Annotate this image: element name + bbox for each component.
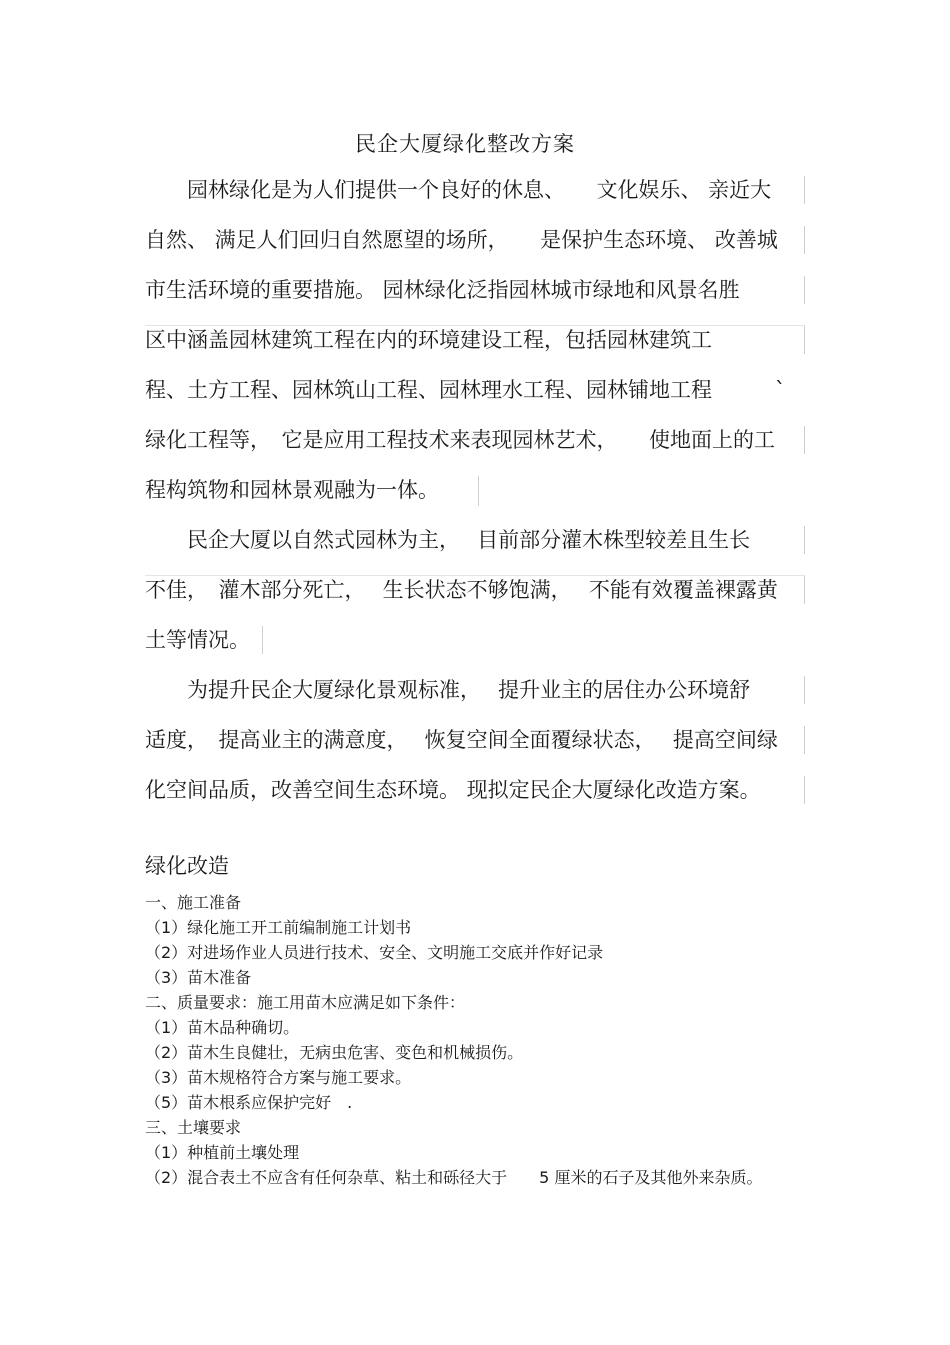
scan-artifact-rule <box>804 426 805 454</box>
document-title: 民企大厦绿化整改方案 <box>355 132 575 156</box>
list-item: （2）对进场作业人员进行技术、安全、文明施工交底并作好记录 <box>145 943 604 962</box>
paragraph-line: 绿化工程等， 它是应用工程技术来表现园林艺术， 使地面上的工 <box>145 428 775 452</box>
scan-artifact-rule <box>804 526 805 554</box>
list-item: （1）苗木品种确切。 <box>145 1018 300 1037</box>
list-item: （3）苗木规格符合方案与施工要求。 <box>145 1068 412 1087</box>
list-item: （1）种植前土壤处理 <box>145 1143 300 1162</box>
paragraph-line: 土等情况。 <box>145 628 250 652</box>
paragraph-line: 区中涵盖园林建筑工程在内的环境建设工程，包括园林建筑工 <box>145 328 712 352</box>
scan-artifact-rule <box>804 676 805 704</box>
list-item: （5）苗木根系应保护完好 . <box>145 1093 353 1112</box>
scan-artifact-rule <box>262 626 263 654</box>
scan-artifact-rule <box>804 326 805 354</box>
list-item: 一、施工准备 <box>145 893 242 912</box>
scan-artifact-rule <box>804 226 805 254</box>
paragraph-line: 不佳， 灌木部分死亡， 生长状态不够饱满， 不能有效覆盖裸露黄 <box>145 578 778 602</box>
list-item: 二、质量要求：施工用苗木应满足如下条件： <box>145 993 466 1012</box>
paragraph-line: 园林绿化是为人们提供一个良好的休息、 文化娱乐、 亲近大 <box>145 178 772 202</box>
scan-artifact-rule <box>478 476 479 506</box>
scan-artifact-rule <box>804 276 805 304</box>
scan-artifact-rule <box>804 776 805 804</box>
paragraph-line: 化空间品质，改善空间生态环境。 现拟定民企大厦绿化改造方案。 <box>145 778 761 802</box>
paragraph-line: 自然、 满足人们回归自然愿望的场所， 是保护生态环境、 改善城 <box>145 228 778 252</box>
scan-artifact-rule <box>804 726 805 754</box>
scan-artifact-line <box>145 575 805 576</box>
paragraph-line: 程、土方工程、园林筑山工程、园林理水工程、园林铺地工程 ` <box>145 378 786 402</box>
list-item: （2）混合表土不应含有任何杂草、粘土和砾径大于 5 厘米的石子及其他外来杂质。 <box>145 1168 763 1187</box>
list-item: （2）苗木生良健壮，无病虫危害、变色和机械损伤。 <box>145 1043 524 1062</box>
scan-artifact-rule <box>804 576 805 604</box>
paragraph-line: 市生活环境的重要措施。 园林绿化泛指园林城市绿地和风景名胜 <box>145 278 740 302</box>
paragraph-line: 民企大厦以自然式园林为主， 目前部分灌木株型较差且生长 <box>145 528 751 552</box>
scan-artifact-line <box>145 325 805 326</box>
paragraph-line: 适度， 提高业主的满意度， 恢复空间全面覆绿状态， 提高空间绿 <box>145 728 778 752</box>
list-item: （3）苗木准备 <box>145 968 252 987</box>
list-item: 三、土壤要求 <box>145 1118 242 1137</box>
list-item: （1）绿化施工开工前编制施工计划书 <box>145 918 412 937</box>
section-heading: 绿化改造 <box>145 854 229 878</box>
paragraph-line: 为提升民企大厦绿化景观标准， 提升业主的居住办公环境舒 <box>145 678 751 702</box>
paragraph-line: 程构筑物和园林景观融为一体。 <box>145 478 439 502</box>
scan-artifact-rule <box>804 176 805 204</box>
